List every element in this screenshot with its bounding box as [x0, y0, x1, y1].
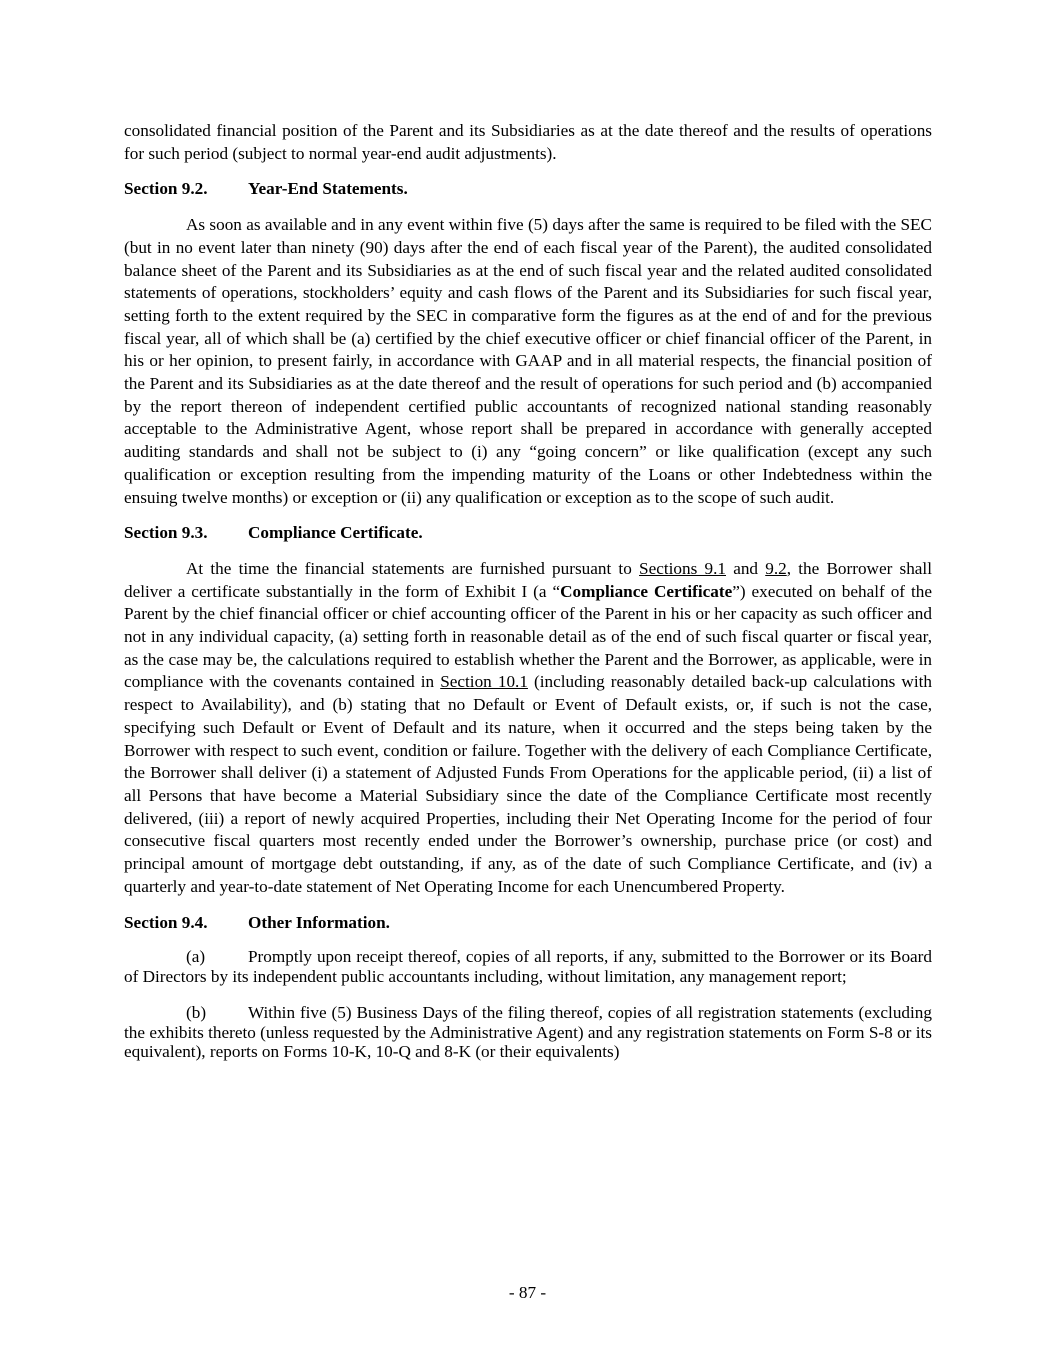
section-9-3-text-1: At the time the financial statements are furnished pursuant to — [186, 558, 640, 578]
item-b-text: Within five (5) Business Days of the filing thereof, copies of all registration statements (excluding the exhibits thereto (unless requested by the Administrative Agent) and any registration statements on Form S-8 or its equivalent), reports on Forms 10-K, 10-Q and 8-K (or their equivalents) — [124, 1003, 932, 1062]
section-9-3-heading — [124, 522, 932, 545]
section-9-4-item-a — [124, 947, 932, 986]
intro-paragraph: consolidated financial position of the Parent and its Subsidiaries as at the date thereof and the results of operations for such period (subject to normal year-end audit adjustments). — [124, 121, 932, 163]
section-10-1-link[interactable]: Section 10.1 — [440, 672, 528, 692]
document-page — [124, 120, 932, 1062]
sections-9-1-link[interactable]: Sections 9.1 — [639, 558, 726, 578]
section-9-2-link[interactable]: 9.2 — [765, 558, 787, 578]
section-9-2-number: Section 9.2. — [124, 179, 208, 199]
section-9-3-text-2: , the Borrower shall deliver a certificate substantially in the form of Exhibit I (a “ — [124, 558, 932, 601]
section-9-4-number: Section 9.4. — [124, 912, 208, 932]
section-9-2-body: As soon as available and in any event within five (5) days after the same is required to be filed with the SEC (but in no event later than ninety (90) days after the end of each fiscal year of the Parent), the audited consolidated balance sheet of the Parent and its Subsidiaries as at the end of such fiscal year and the related audited consolidated statements of operations, stockholders’ equity and cash flows of the Parent and its Subsidiaries for such fiscal year, setting forth to the extent required by the SEC in comparative form the figures as at the end of and for the previous fiscal year, all of which shall be (a) certified by the chief executive officer or chief financial officer of the Parent, in his or her opinion, to present fairly, in accordance with GAAP and in all material respects, the financial position of the Parent and its Subsidiaries as at the date thereof and the result of operations for such period and (b) accompanied by the report thereon of independent certified public accountants of recognized national standing reasonably acceptable to the Administrative Agent, whose report shall be prepared in accordance with generally accepted auditing standards and shall not be subject to (i) any “going concern” or like qualification (except any such qualification or exception resulting from the impending maturity of the Loans or other Indebtedness within the ensuing twelve months) or exception or (ii) any qualification or exception as to the scope of such audit. — [124, 215, 932, 507]
compliance-certificate-term: Compliance Certificate — [560, 581, 733, 601]
item-a-text: Promptly upon receipt thereof, copies of all reports, if any, submitted to the Borrower or its Board of Directors by its independent public accountants including, without limitation, any management report; — [124, 947, 932, 986]
section-9-3-text-4: (including reasonably detailed back-up calculations with respect to Availability), and (b) stating that no Default or Event of Default exists, or, if such is not the case, specifying such Default or Event of Default and its nature, when it occurred and the steps being taken by the Borrower with respect to such event, condition or failure. Together with the delivery of each Compliance Certificate, the Borrower shall deliver (i) a statement of Adjusted Funds From Operations for the applicable period, (ii) a list of all Persons that have become a Material Subsidiary since the date of the Compliance Certificate most recently delivered, (iii) a report of newly acquired Properties, including their Net Operating Income for the period of four consecutive fiscal quarters most recently ended under the Borrower’s ownership, purchase price (or cost) and principal amount of mortgage debt outstanding, if any, as of the date of such Compliance Certificate, and (iv) a quarterly and year-to-date statement of Net Operating Income for each Unencumbered Property. — [124, 672, 932, 896]
page-number: - 87 - — [508, 1283, 547, 1302]
section-9-3-number: Section 9.3. — [124, 523, 208, 543]
section-9-3-text-and: and — [725, 558, 766, 578]
section-9-4-heading — [124, 912, 932, 935]
section-9-4-title: Other Information. — [248, 912, 390, 932]
section-9-3-text-3: ”) executed on behalf of the Parent by the chief financial officer or chief accounting officer of the Parent in his or her capacity as such officer and not in any individual capacity, (a) setting forth in reasonable detail as of the end of such fiscal quarter or fiscal year, as the case may be, the calculations required to establish whether the Parent and the Borrower, as applicable, were in compliance with the covenants contained in — [124, 581, 932, 692]
item-b-label: (b) — [186, 1003, 207, 1023]
section-9-3-title: Compliance Certificate. — [248, 523, 423, 543]
section-9-2-heading — [124, 178, 932, 201]
section-9-4-item-b — [124, 1003, 932, 1062]
item-a-label: (a) — [186, 947, 206, 967]
section-9-3-body — [124, 558, 932, 899]
section-9-2-title: Year-End Statements. — [248, 179, 408, 199]
